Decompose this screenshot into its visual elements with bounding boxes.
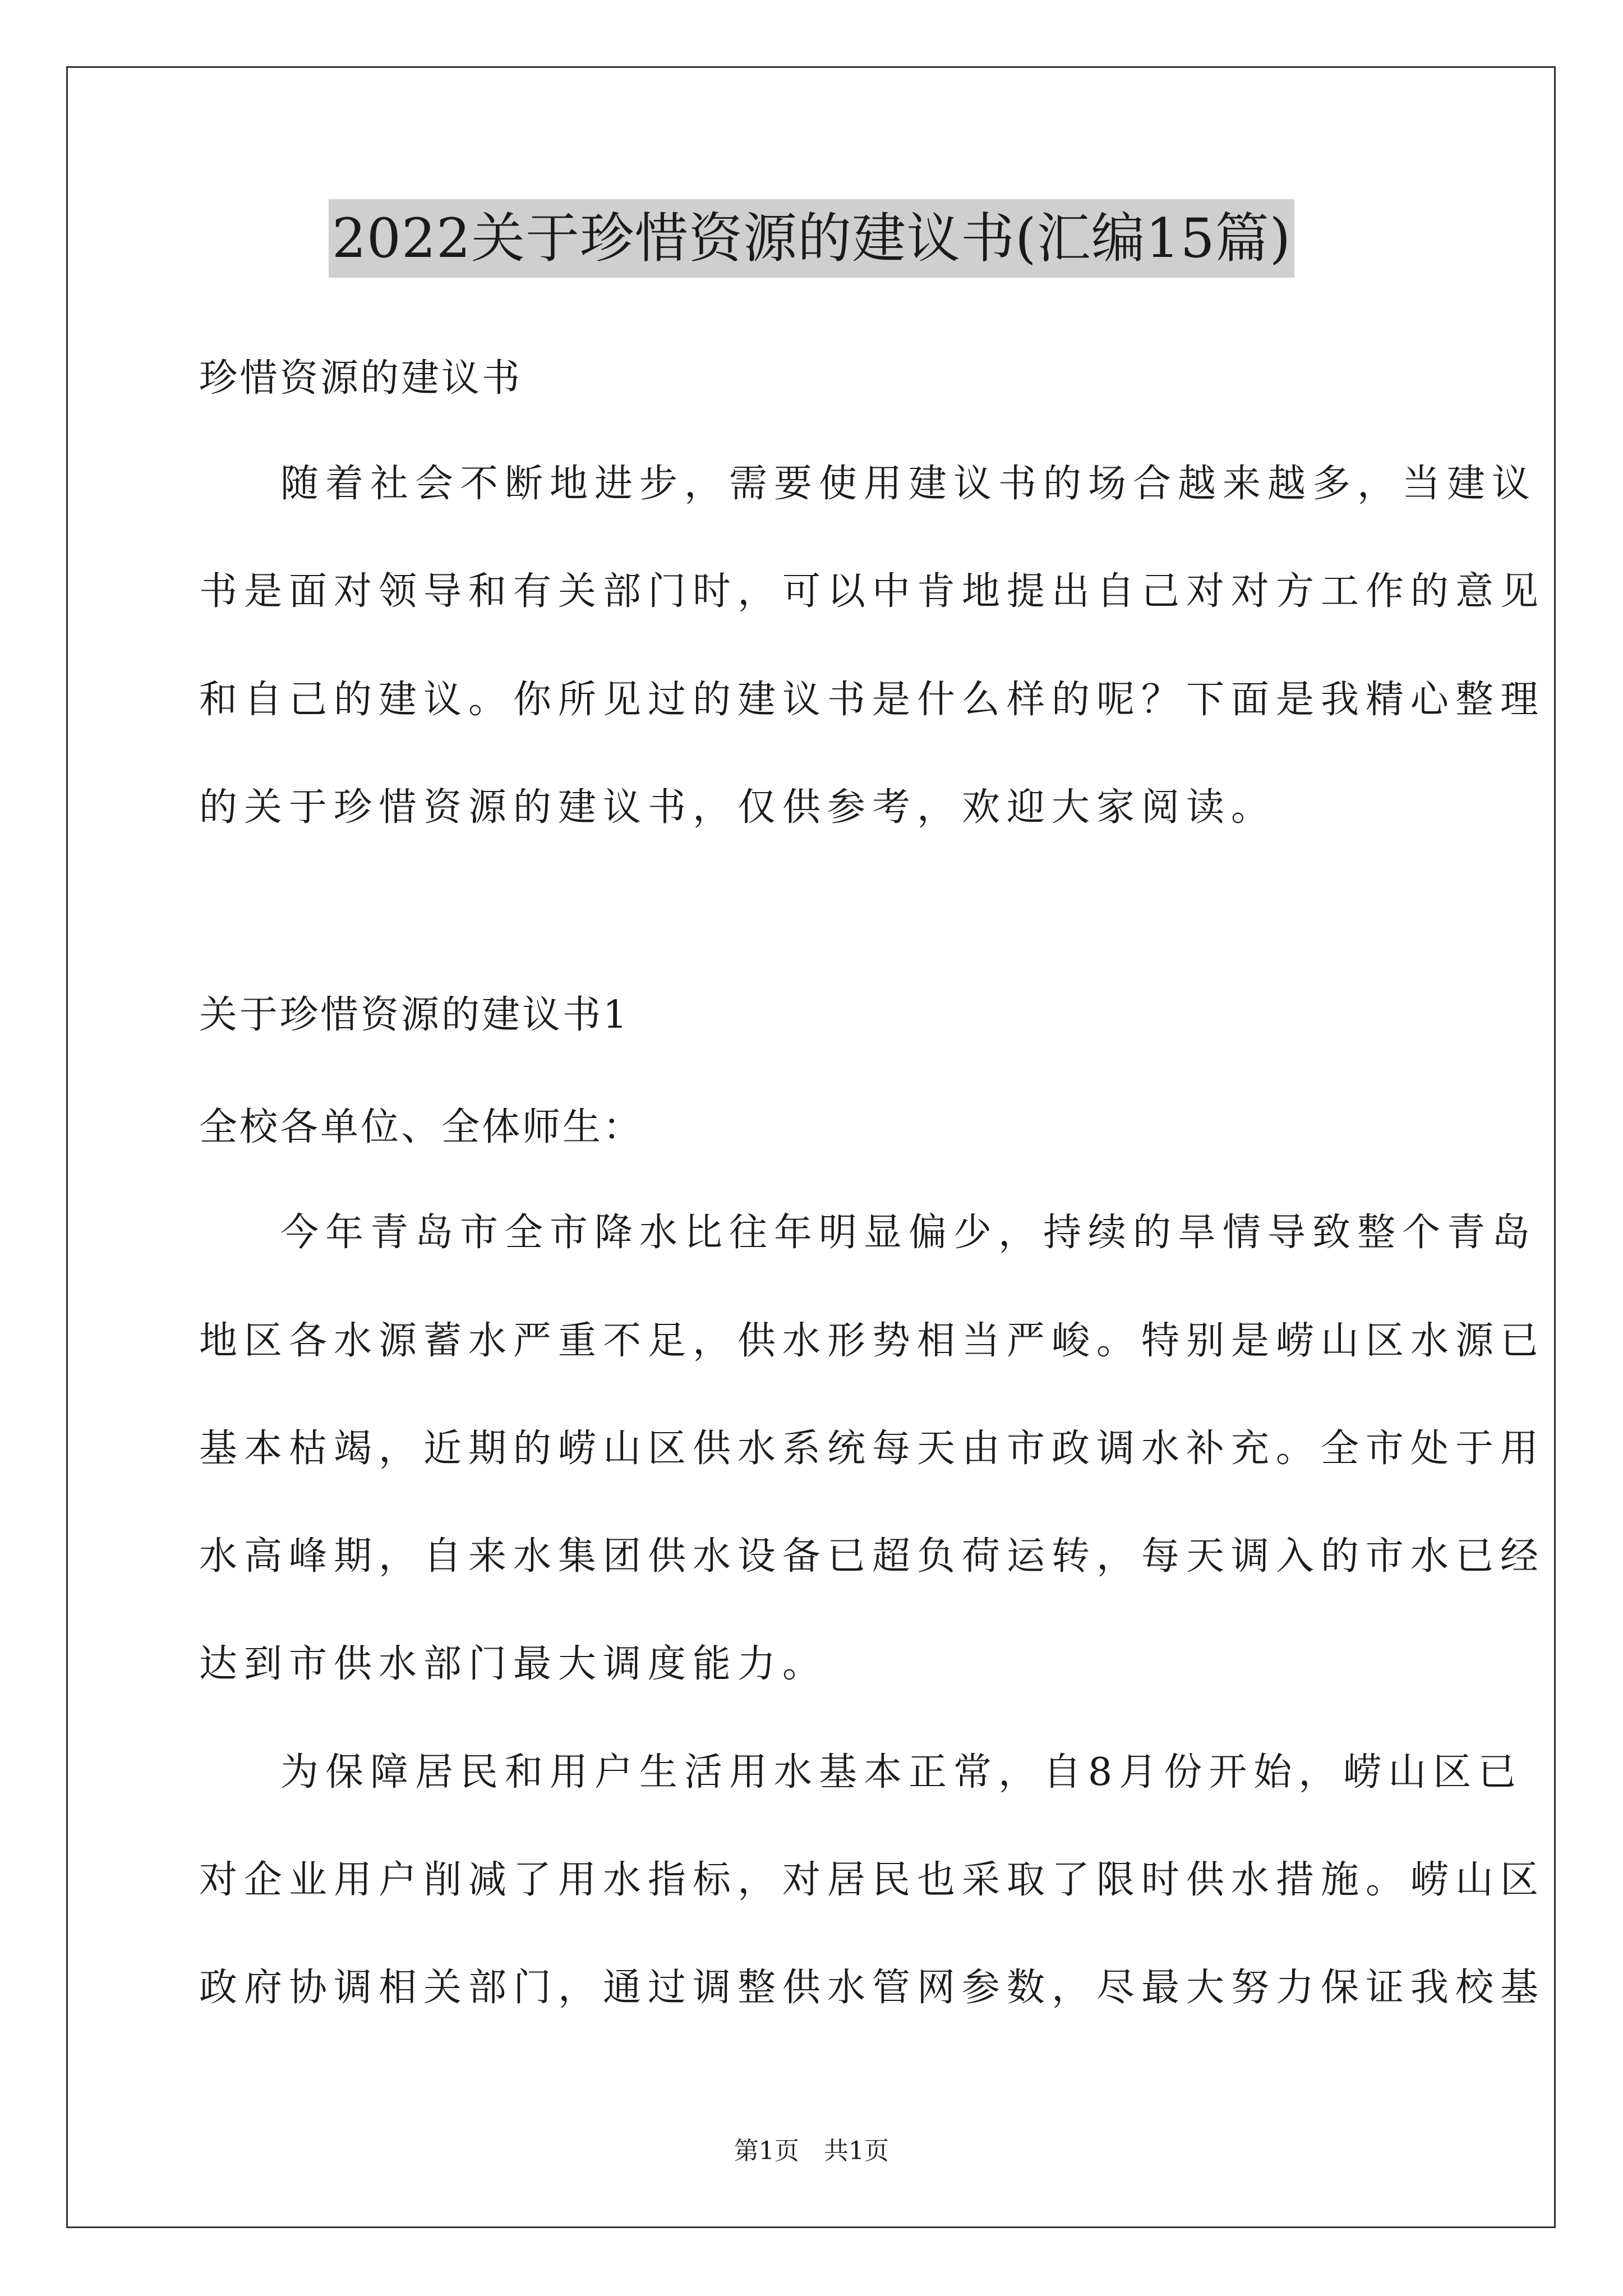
intro-heading: 珍惜资源的建议书 <box>199 356 523 401</box>
paragraph-line: 达到市供水部门最大调度能力。 <box>199 1642 828 1686</box>
page-number-footer: 第1页 共1页 <box>734 2137 889 2165</box>
document-title: 2022关于珍惜资源的建议书(汇编15篇) <box>329 199 1294 278</box>
section-heading: 关于珍惜资源的建议书1 <box>199 993 630 1037</box>
paragraph-line: 今年青岛市全市降水比往年明显偏少，持续的旱情导致整个青岛 <box>280 1211 1537 1255</box>
salutation: 全校各单位、全体师生： <box>199 1105 644 1149</box>
paragraph-line: 为保障居民和用户生活用水基本正常，自8月份开始，崂山区已 <box>280 1750 1523 1795</box>
title-container <box>0 199 1623 278</box>
paragraph-line: 政府协调相关部门，通过调整供水管网参数，尽最大努力保证我校基 <box>199 1966 1546 2010</box>
intro-line: 随着社会不断地进步，需要使用建议书的场合越来越多，当建议 <box>280 462 1537 506</box>
intro-line: 和自己的建议。你所见过的建议书是什么样的呢？下面是我精心整理 <box>199 678 1546 722</box>
paragraph-line: 基本枯竭，近期的崂山区供水系统每天由市政调水补充。全市处于用 <box>199 1427 1546 1471</box>
intro-line: 书是面对领导和有关部门时，可以中肯地提出自己对对方工作的意见 <box>199 569 1546 614</box>
paragraph-line: 对企业用户削减了用水指标，对居民也采取了限时供水措施。崂山区 <box>199 1858 1546 1902</box>
paragraph-line: 水高峰期，自来水集团供水设备已超负荷运转，每天调入的市水已经 <box>199 1534 1546 1579</box>
intro-line: 的关于珍惜资源的建议书，仅供参考，欢迎大家阅读。 <box>199 785 1276 830</box>
paragraph-line: 地区各水源蓄水严重不足，供水形势相当严峻。特别是崂山区水源已 <box>199 1319 1546 1363</box>
